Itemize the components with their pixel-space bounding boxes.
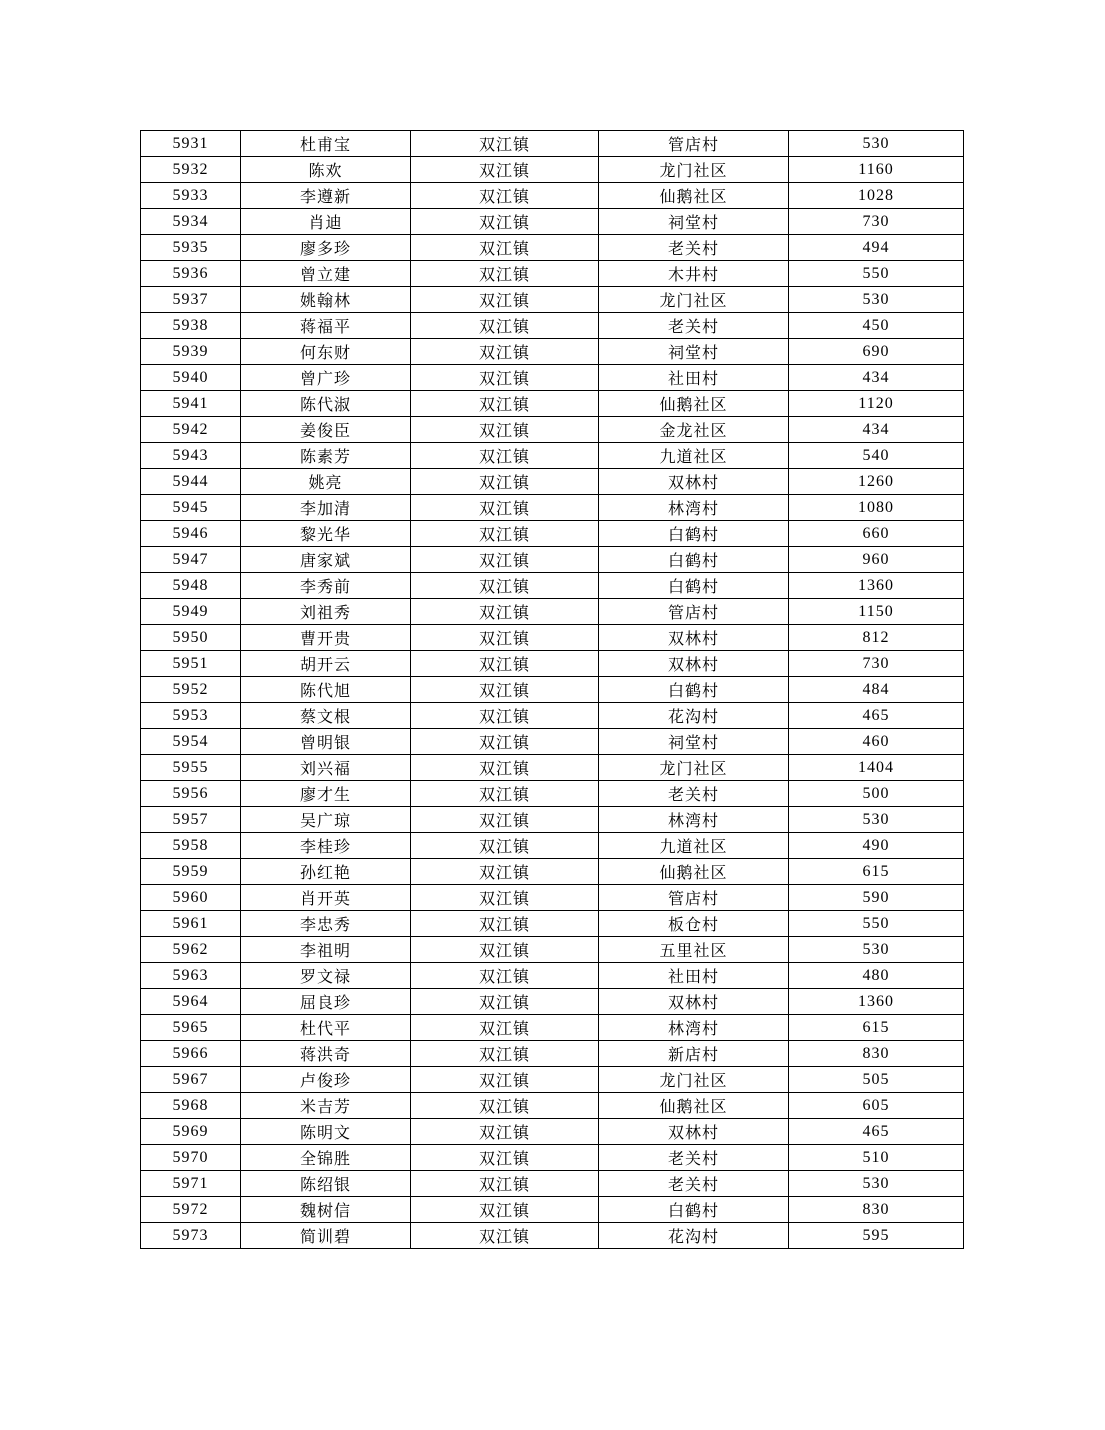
table-row — [141, 547, 964, 573]
cell-village: 九道社区 — [599, 833, 789, 859]
cell-village: 林湾村 — [599, 807, 789, 833]
cell-amount: 730 — [789, 651, 964, 677]
cell-village: 五里社区 — [599, 937, 789, 963]
cell-town: 双江镇 — [411, 989, 599, 1015]
cell-id: 5957 — [141, 807, 241, 833]
cell-amount: 690 — [789, 339, 964, 365]
cell-amount: 605 — [789, 1093, 964, 1119]
cell-village: 祠堂村 — [599, 729, 789, 755]
table-row — [141, 1041, 964, 1067]
cell-name: 姜俊臣 — [241, 417, 411, 443]
cell-name: 孙红艳 — [241, 859, 411, 885]
cell-town: 双江镇 — [411, 287, 599, 313]
table-row — [141, 677, 964, 703]
cell-amount: 1360 — [789, 573, 964, 599]
table-row — [141, 1197, 964, 1223]
cell-id: 5951 — [141, 651, 241, 677]
cell-town: 双江镇 — [411, 1197, 599, 1223]
cell-village: 白鹤村 — [599, 573, 789, 599]
cell-village: 白鹤村 — [599, 1197, 789, 1223]
cell-town: 双江镇 — [411, 1015, 599, 1041]
cell-name: 陈明文 — [241, 1119, 411, 1145]
cell-amount: 530 — [789, 807, 964, 833]
table-row — [141, 209, 964, 235]
cell-amount: 490 — [789, 833, 964, 859]
cell-id: 5942 — [141, 417, 241, 443]
cell-id: 5962 — [141, 937, 241, 963]
cell-town: 双江镇 — [411, 963, 599, 989]
cell-amount: 615 — [789, 1015, 964, 1041]
cell-amount: 494 — [789, 235, 964, 261]
table-row — [141, 131, 964, 157]
cell-amount: 1260 — [789, 469, 964, 495]
cell-name: 李秀前 — [241, 573, 411, 599]
cell-village: 龙门社区 — [599, 755, 789, 781]
roster-table — [140, 130, 964, 1249]
cell-village: 白鹤村 — [599, 677, 789, 703]
cell-name: 姚亮 — [241, 469, 411, 495]
cell-amount: 530 — [789, 287, 964, 313]
cell-name: 刘兴福 — [241, 755, 411, 781]
cell-id: 5931 — [141, 131, 241, 157]
cell-id: 5933 — [141, 183, 241, 209]
cell-id: 5950 — [141, 625, 241, 651]
cell-town: 双江镇 — [411, 339, 599, 365]
table-row — [141, 625, 964, 651]
cell-id: 5960 — [141, 885, 241, 911]
cell-amount: 434 — [789, 417, 964, 443]
cell-village: 老关村 — [599, 313, 789, 339]
cell-amount: 1080 — [789, 495, 964, 521]
cell-village: 老关村 — [599, 1145, 789, 1171]
cell-name: 何东财 — [241, 339, 411, 365]
cell-name: 蔡文根 — [241, 703, 411, 729]
cell-amount: 550 — [789, 261, 964, 287]
cell-village: 仙鹅社区 — [599, 183, 789, 209]
cell-id: 5954 — [141, 729, 241, 755]
table-row — [141, 729, 964, 755]
cell-village: 板仓村 — [599, 911, 789, 937]
cell-village: 白鹤村 — [599, 521, 789, 547]
cell-amount: 500 — [789, 781, 964, 807]
cell-amount: 550 — [789, 911, 964, 937]
cell-id: 5941 — [141, 391, 241, 417]
cell-village: 管店村 — [599, 885, 789, 911]
cell-amount: 590 — [789, 885, 964, 911]
table-row — [141, 755, 964, 781]
cell-name: 罗文禄 — [241, 963, 411, 989]
cell-town: 双江镇 — [411, 1145, 599, 1171]
table-row — [141, 365, 964, 391]
cell-name: 陈绍银 — [241, 1171, 411, 1197]
table-row — [141, 235, 964, 261]
cell-town: 双江镇 — [411, 833, 599, 859]
table-row — [141, 1171, 964, 1197]
cell-id: 5940 — [141, 365, 241, 391]
cell-amount: 450 — [789, 313, 964, 339]
cell-amount: 595 — [789, 1223, 964, 1249]
table-row — [141, 1067, 964, 1093]
cell-village: 林湾村 — [599, 495, 789, 521]
cell-amount: 960 — [789, 547, 964, 573]
cell-name: 黎光华 — [241, 521, 411, 547]
cell-amount: 484 — [789, 677, 964, 703]
cell-village: 老关村 — [599, 235, 789, 261]
cell-amount: 530 — [789, 131, 964, 157]
cell-village: 木井村 — [599, 261, 789, 287]
cell-amount: 465 — [789, 1119, 964, 1145]
cell-id: 5947 — [141, 547, 241, 573]
cell-name: 胡开云 — [241, 651, 411, 677]
cell-amount: 510 — [789, 1145, 964, 1171]
cell-name: 李祖明 — [241, 937, 411, 963]
cell-name: 简训碧 — [241, 1223, 411, 1249]
cell-town: 双江镇 — [411, 495, 599, 521]
cell-name: 杜代平 — [241, 1015, 411, 1041]
table-row — [141, 937, 964, 963]
cell-village: 新店村 — [599, 1041, 789, 1067]
cell-village: 管店村 — [599, 599, 789, 625]
cell-village: 龙门社区 — [599, 287, 789, 313]
cell-amount: 730 — [789, 209, 964, 235]
table-row — [141, 1093, 964, 1119]
cell-id: 5969 — [141, 1119, 241, 1145]
table-row — [141, 339, 964, 365]
cell-town: 双江镇 — [411, 729, 599, 755]
table-row — [141, 651, 964, 677]
cell-name: 屈良珍 — [241, 989, 411, 1015]
cell-id: 5958 — [141, 833, 241, 859]
cell-town: 双江镇 — [411, 261, 599, 287]
cell-town: 双江镇 — [411, 131, 599, 157]
cell-town: 双江镇 — [411, 625, 599, 651]
table-row — [141, 911, 964, 937]
cell-name: 李加清 — [241, 495, 411, 521]
cell-name: 魏树信 — [241, 1197, 411, 1223]
cell-village: 仙鹅社区 — [599, 1093, 789, 1119]
table-row — [141, 391, 964, 417]
cell-id: 5939 — [141, 339, 241, 365]
cell-amount: 615 — [789, 859, 964, 885]
cell-amount: 660 — [789, 521, 964, 547]
roster-table-body — [141, 131, 964, 1249]
table-row — [141, 313, 964, 339]
cell-name: 肖迪 — [241, 209, 411, 235]
cell-name: 杜甫宝 — [241, 131, 411, 157]
cell-amount: 540 — [789, 443, 964, 469]
cell-id: 5965 — [141, 1015, 241, 1041]
cell-village: 花沟村 — [599, 703, 789, 729]
cell-name: 米吉芳 — [241, 1093, 411, 1119]
cell-town: 双江镇 — [411, 1119, 599, 1145]
cell-village: 老关村 — [599, 781, 789, 807]
cell-town: 双江镇 — [411, 1223, 599, 1249]
cell-id: 5959 — [141, 859, 241, 885]
cell-name: 唐家斌 — [241, 547, 411, 573]
cell-amount: 812 — [789, 625, 964, 651]
cell-name: 姚翰林 — [241, 287, 411, 313]
table-row — [141, 963, 964, 989]
cell-id: 5949 — [141, 599, 241, 625]
cell-name: 廖才生 — [241, 781, 411, 807]
table-row — [141, 469, 964, 495]
cell-name: 曾明银 — [241, 729, 411, 755]
cell-town: 双江镇 — [411, 911, 599, 937]
cell-village: 白鹤村 — [599, 547, 789, 573]
cell-village: 金龙社区 — [599, 417, 789, 443]
cell-amount: 530 — [789, 1171, 964, 1197]
cell-village: 龙门社区 — [599, 157, 789, 183]
table-row — [141, 885, 964, 911]
cell-town: 双江镇 — [411, 521, 599, 547]
cell-name: 刘祖秀 — [241, 599, 411, 625]
cell-town: 双江镇 — [411, 235, 599, 261]
cell-name: 李忠秀 — [241, 911, 411, 937]
cell-id: 5967 — [141, 1067, 241, 1093]
table-row — [141, 833, 964, 859]
cell-name: 卢俊珍 — [241, 1067, 411, 1093]
cell-amount: 1160 — [789, 157, 964, 183]
cell-town: 双江镇 — [411, 391, 599, 417]
cell-name: 陈欢 — [241, 157, 411, 183]
cell-name: 陈素芳 — [241, 443, 411, 469]
cell-town: 双江镇 — [411, 651, 599, 677]
cell-id: 5935 — [141, 235, 241, 261]
cell-amount: 1028 — [789, 183, 964, 209]
cell-amount: 830 — [789, 1041, 964, 1067]
cell-id: 5961 — [141, 911, 241, 937]
cell-id: 5971 — [141, 1171, 241, 1197]
table-row — [141, 287, 964, 313]
cell-id: 5943 — [141, 443, 241, 469]
cell-name: 陈代淑 — [241, 391, 411, 417]
cell-town: 双江镇 — [411, 443, 599, 469]
cell-id: 5973 — [141, 1223, 241, 1249]
cell-village: 祠堂村 — [599, 339, 789, 365]
cell-village: 九道社区 — [599, 443, 789, 469]
cell-village: 双林村 — [599, 651, 789, 677]
table-row — [141, 495, 964, 521]
cell-town: 双江镇 — [411, 209, 599, 235]
cell-name: 李遵新 — [241, 183, 411, 209]
cell-name: 曹开贵 — [241, 625, 411, 651]
table-row — [141, 781, 964, 807]
cell-id: 5946 — [141, 521, 241, 547]
cell-village: 双林村 — [599, 1119, 789, 1145]
cell-town: 双江镇 — [411, 807, 599, 833]
cell-town: 双江镇 — [411, 157, 599, 183]
cell-town: 双江镇 — [411, 573, 599, 599]
cell-village: 双林村 — [599, 989, 789, 1015]
table-row — [141, 807, 964, 833]
cell-village: 花沟村 — [599, 1223, 789, 1249]
cell-town: 双江镇 — [411, 703, 599, 729]
table-row — [141, 1223, 964, 1249]
cell-name: 李桂珍 — [241, 833, 411, 859]
table-row — [141, 989, 964, 1015]
table-row — [141, 417, 964, 443]
table-row — [141, 859, 964, 885]
cell-name: 廖多珍 — [241, 235, 411, 261]
cell-id: 5970 — [141, 1145, 241, 1171]
table-row — [141, 573, 964, 599]
cell-town: 双江镇 — [411, 755, 599, 781]
cell-name: 肖开英 — [241, 885, 411, 911]
cell-village: 社田村 — [599, 963, 789, 989]
cell-village: 社田村 — [599, 365, 789, 391]
cell-amount: 1120 — [789, 391, 964, 417]
cell-town: 双江镇 — [411, 1067, 599, 1093]
cell-id: 5968 — [141, 1093, 241, 1119]
cell-town: 双江镇 — [411, 183, 599, 209]
table-row — [141, 1015, 964, 1041]
cell-town: 双江镇 — [411, 469, 599, 495]
cell-id: 5937 — [141, 287, 241, 313]
cell-town: 双江镇 — [411, 417, 599, 443]
cell-name: 陈代旭 — [241, 677, 411, 703]
cell-name: 吴广琼 — [241, 807, 411, 833]
cell-id: 5966 — [141, 1041, 241, 1067]
cell-amount: 830 — [789, 1197, 964, 1223]
table-row — [141, 703, 964, 729]
cell-town: 双江镇 — [411, 677, 599, 703]
cell-id: 5936 — [141, 261, 241, 287]
table-row — [141, 443, 964, 469]
cell-amount: 530 — [789, 937, 964, 963]
cell-village: 双林村 — [599, 625, 789, 651]
cell-town: 双江镇 — [411, 313, 599, 339]
cell-village: 仙鹅社区 — [599, 391, 789, 417]
cell-amount: 434 — [789, 365, 964, 391]
cell-name: 曾广珍 — [241, 365, 411, 391]
cell-amount: 1360 — [789, 989, 964, 1015]
cell-name: 蒋福平 — [241, 313, 411, 339]
cell-town: 双江镇 — [411, 781, 599, 807]
cell-id: 5952 — [141, 677, 241, 703]
cell-id: 5956 — [141, 781, 241, 807]
cell-id: 5948 — [141, 573, 241, 599]
cell-town: 双江镇 — [411, 859, 599, 885]
table-row — [141, 183, 964, 209]
table-row — [141, 157, 964, 183]
cell-village: 祠堂村 — [599, 209, 789, 235]
cell-id: 5938 — [141, 313, 241, 339]
table-row — [141, 599, 964, 625]
cell-amount: 480 — [789, 963, 964, 989]
table-row — [141, 261, 964, 287]
cell-id: 5955 — [141, 755, 241, 781]
cell-amount: 465 — [789, 703, 964, 729]
cell-village: 龙门社区 — [599, 1067, 789, 1093]
cell-village: 双林村 — [599, 469, 789, 495]
cell-village: 林湾村 — [599, 1015, 789, 1041]
cell-id: 5963 — [141, 963, 241, 989]
table-row — [141, 1119, 964, 1145]
cell-village: 老关村 — [599, 1171, 789, 1197]
cell-id: 5944 — [141, 469, 241, 495]
cell-town: 双江镇 — [411, 599, 599, 625]
cell-amount: 1150 — [789, 599, 964, 625]
cell-id: 5953 — [141, 703, 241, 729]
cell-village: 仙鹅社区 — [599, 859, 789, 885]
cell-name: 全锦胜 — [241, 1145, 411, 1171]
cell-name: 曾立建 — [241, 261, 411, 287]
cell-amount: 505 — [789, 1067, 964, 1093]
cell-town: 双江镇 — [411, 547, 599, 573]
cell-town: 双江镇 — [411, 365, 599, 391]
cell-id: 5972 — [141, 1197, 241, 1223]
cell-name: 蒋洪奇 — [241, 1041, 411, 1067]
cell-id: 5932 — [141, 157, 241, 183]
cell-town: 双江镇 — [411, 937, 599, 963]
cell-id: 5934 — [141, 209, 241, 235]
cell-town: 双江镇 — [411, 1171, 599, 1197]
cell-town: 双江镇 — [411, 1093, 599, 1119]
cell-town: 双江镇 — [411, 1041, 599, 1067]
cell-id: 5945 — [141, 495, 241, 521]
cell-amount: 1404 — [789, 755, 964, 781]
table-row — [141, 1145, 964, 1171]
cell-village: 管店村 — [599, 131, 789, 157]
table-row — [141, 521, 964, 547]
cell-town: 双江镇 — [411, 885, 599, 911]
cell-amount: 460 — [789, 729, 964, 755]
cell-id: 5964 — [141, 989, 241, 1015]
